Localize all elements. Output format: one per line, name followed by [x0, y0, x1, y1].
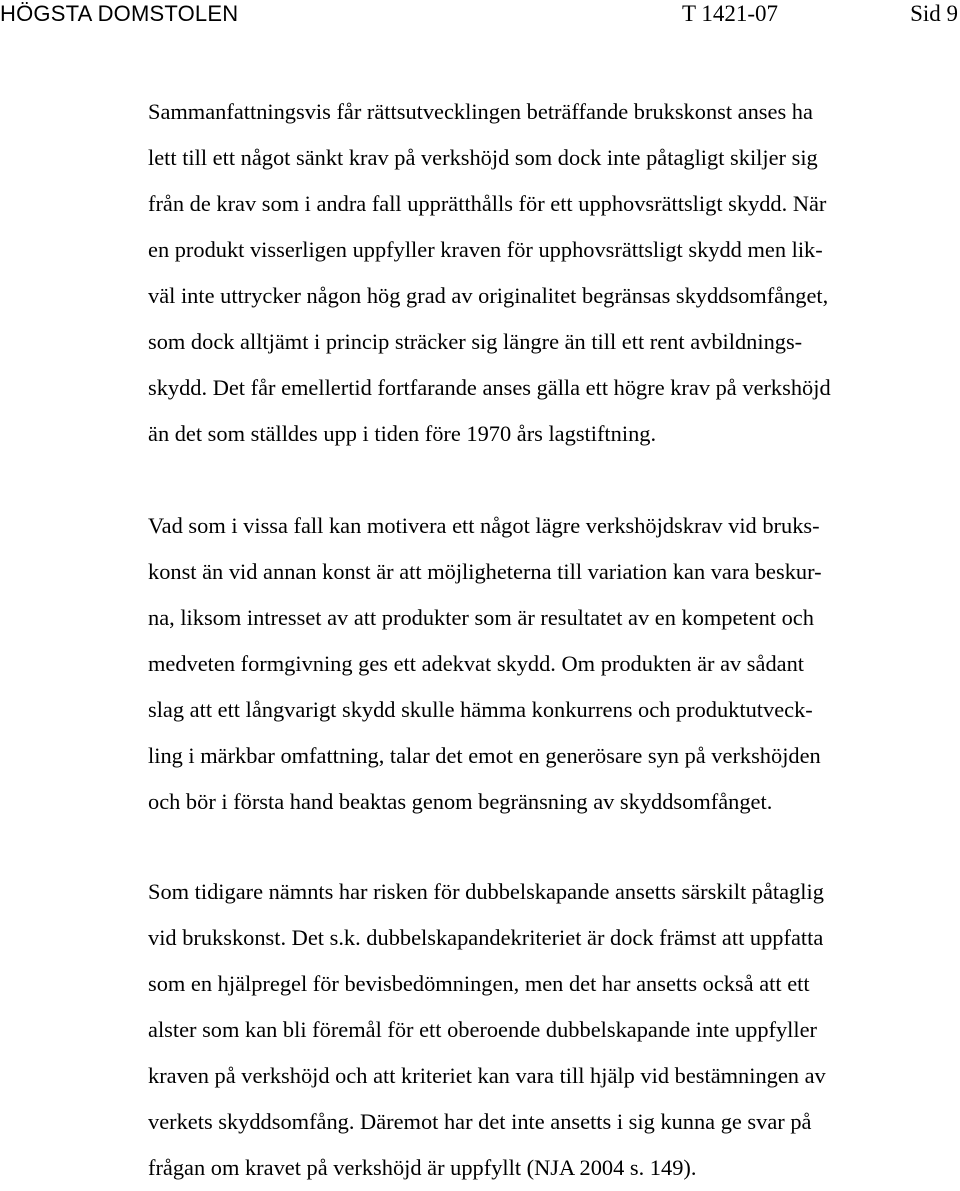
text-line: Som tidigare nämnts har risken för dubbelskapande ansetts särskilt påtaglig	[148, 879, 824, 904]
text-line: som dock alltjämt i princip sträcker sig längre än till ett rent avbildnings-	[148, 329, 803, 354]
text-line: skydd. Det får emellertid fortfarande anses gälla ett högre krav på verkshöjd	[148, 375, 831, 400]
page-header	[0, 0, 960, 32]
text-line: och bör i första hand beaktas genom begränsning av skyddsomfånget.	[148, 789, 773, 814]
text-line: ling i märkbar omfattning, talar det emot en generösare syn på verkshöjden	[148, 743, 821, 768]
text-line: medveten formgivning ges ett adekvat skydd. Om produkten är av sådant	[148, 651, 804, 676]
text-line: från de krav som i andra fall upprätthålls för ett upphovsrättsligt skydd. När	[148, 191, 827, 216]
text-line: väl inte uttrycker någon hög grad av originalitet begränsas skyddsomfånget,	[148, 283, 829, 308]
text-line: slag att ett långvarigt skydd skulle hämma konkurrens och produktutveck-	[148, 697, 813, 722]
text-line: lett till ett något sänkt krav på verkshöjd som dock inte påtagligt skiljer sig	[148, 145, 818, 170]
paragraph	[148, 503, 948, 825]
text-line: Vad som i vissa fall kan motivera ett något lägre verkshöjdskrav vid bruks-	[148, 513, 820, 538]
text-line: na, liksom intresset av att produkter som är resultatet av en kompetent och	[148, 605, 814, 630]
paragraph	[148, 89, 948, 457]
text-line: en produkt visserligen uppfyller kraven för upphovsrättsligt skydd men lik-	[148, 237, 823, 262]
text-line: alster som kan bli föremål för ett oberoende dubbelskapande inte uppfyller	[148, 1017, 818, 1042]
text-line: verkets skyddsomfång. Däremot har det inte ansetts i sig kunna ge svar på	[148, 1109, 812, 1134]
page-number: Sid 9	[910, 1, 958, 26]
court-name: HÖGSTA DOMSTOLEN	[0, 1, 239, 26]
text-line: konst än vid annan konst är att möjligheterna till variation kan vara beskur-	[148, 559, 822, 584]
text-line: vid brukskonst. Det s.k. dubbelskapandekriteriet är dock främst att uppfatta	[148, 925, 824, 950]
text-line: än det som ställdes upp i tiden före 1970 års lagstiftning.	[148, 421, 657, 446]
text-line: frågan om kravet på verkshöjd är uppfyllt (NJA 2004 s. 149).	[148, 1155, 697, 1180]
case-number: T 1421-07	[682, 1, 779, 26]
text-line: kraven på verkshöjd och att kriteriet kan vara till hjälp vid bestämningen av	[148, 1063, 826, 1088]
document-body	[148, 89, 948, 1191]
text-line: som en hjälpregel för bevisbedömningen, men det har ansetts också att ett	[148, 971, 810, 996]
text-line: Sammanfattningsvis får rättsutvecklingen beträffande brukskonst anses ha	[148, 99, 813, 124]
paragraph	[148, 869, 948, 1191]
